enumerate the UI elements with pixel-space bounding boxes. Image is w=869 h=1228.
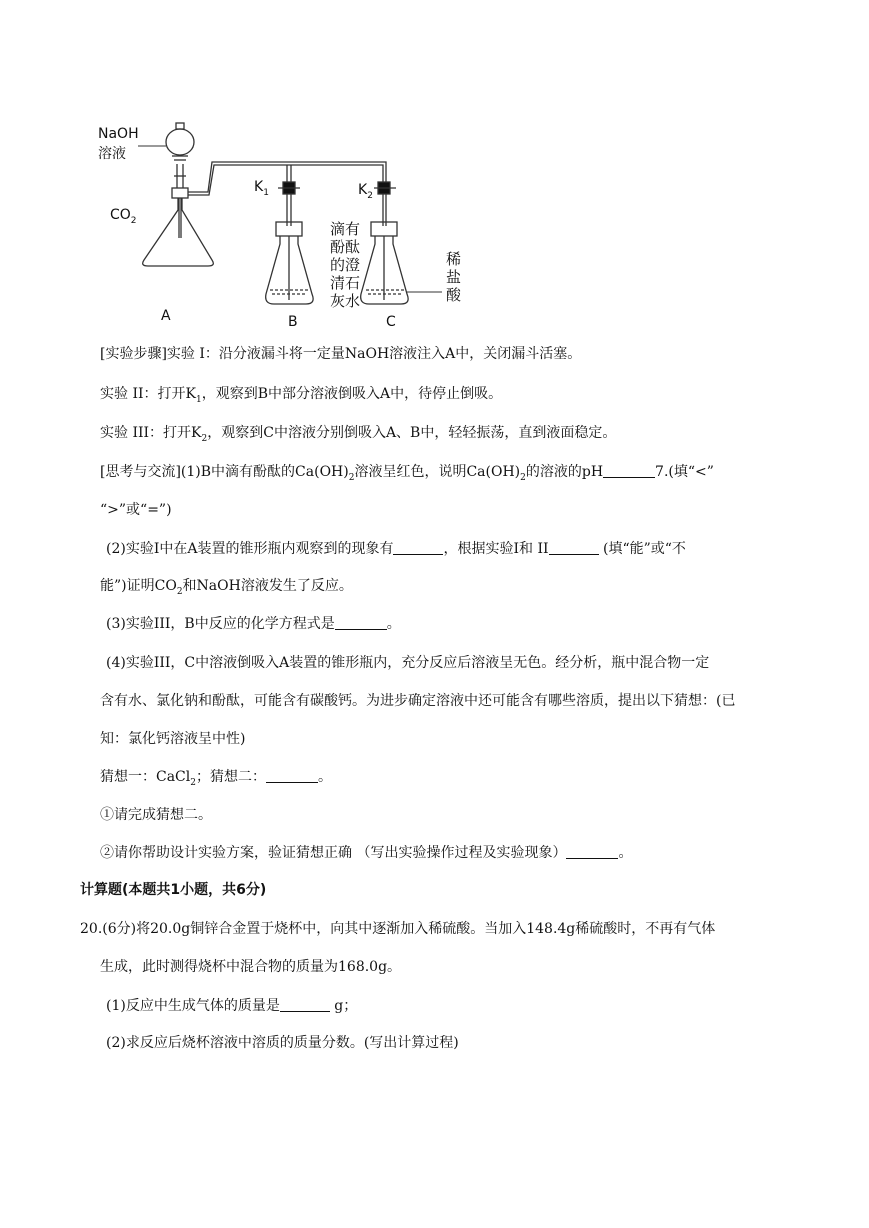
answer-blank[interactable] <box>603 463 655 478</box>
b-solution-line-1: 滴有 <box>330 220 361 238</box>
label-c: C <box>386 314 396 328</box>
b-solution-line-4: 清石 <box>330 274 361 292</box>
question-20-line-1: 20.(6分)将20.0g铜锌合金置于烧杯中，向其中逐渐加入稀硫酸。当加入148.4g稀硫酸时，不再有气体 <box>80 921 716 937</box>
flask-b <box>266 222 313 304</box>
b-solution-line-3: 的澄 <box>330 256 361 274</box>
guess-line: 猜想一：CaCl$_2$；猜想二： 。 <box>100 769 332 788</box>
answer-blank[interactable] <box>280 997 330 1012</box>
question-19-part-1: [思考与交流](1)B中滴有酚酞的$Ca(OH)_2$溶液呈红色，说明$Ca(OH)_2$的溶液的pH 7.(填“<” <box>100 464 714 483</box>
question-19-part-4-line-3: 知：氯化钙溶液呈中性) <box>100 731 246 747</box>
answer-blank[interactable] <box>266 768 318 783</box>
experiment-step-2: 实验 II：打开$K_1$，观察到B中部分溶液倒吸入A中，待停止倒吸。 <box>100 386 503 405</box>
experiment-step-1: [实验步骤]实验 I：沿分液漏斗将一定量NaOH溶液注入A中，关闭漏斗活塞。 <box>100 346 582 362</box>
flask-c <box>361 222 408 304</box>
apparatus-figure <box>90 118 480 328</box>
k2-label: $K_2$ <box>358 182 373 201</box>
question-19-part-4-line-1: (4)实验III，C中溶液倒吸入A装置的锥形瓶内，充分反应后溶液呈无色。经分析，瓶中混合物一定 <box>106 655 710 671</box>
tube-to-c <box>374 182 396 226</box>
b-solution-line-2: 酚酞 <box>330 238 361 256</box>
label-a: A <box>161 308 171 324</box>
sub-question-1: ①请完成猜想二。 <box>100 807 212 823</box>
question-19-part-1-cont: “>”或“=”) <box>100 502 172 518</box>
c-solution-line-1: 稀 <box>446 250 462 268</box>
question-20-line-2: 生成，此时测得烧杯中混合物的质量为168.0g。 <box>100 959 402 975</box>
answer-blank[interactable] <box>393 540 443 555</box>
experiment-step-3: 实验 III：打开$K_2$，观察到C中溶液分别倒吸入A、B中，轻轻振荡，直到液面稳定。 <box>100 425 617 444</box>
question-19-part-3: (3)实验III，B中反应的化学方程式是 。 <box>106 616 401 632</box>
c-solution-line-3: 酸 <box>446 286 462 304</box>
answer-blank[interactable] <box>335 615 387 630</box>
label-b: B <box>288 314 298 328</box>
section-heading: 计算题(本题共1小题，共6分) <box>80 882 267 898</box>
k1-label: $K_1$ <box>254 179 269 198</box>
c-solution-line-2: 盐 <box>446 268 462 286</box>
b-solution-line-5: 灰水 <box>330 292 361 310</box>
sub-question-2: ②请你帮助设计实验方案，验证猜想正确 （写出实验操作过程及实验现象） 。 <box>100 845 633 861</box>
tube-to-b <box>278 165 300 226</box>
answer-blank[interactable] <box>549 540 599 555</box>
answer-blank[interactable] <box>566 844 618 859</box>
co2-label: $CO_2$ <box>110 207 137 226</box>
question-20-part-2: (2)求反应后烧杯溶液中溶质的质量分数。(写出计算过程) <box>106 1035 459 1051</box>
question-19-part-4-line-2: 含有水、氯化钠和酚酞，可能含有碳酸钙。为进步确定溶液中还可能含有哪些溶质，提出以下猜想：(已 <box>100 693 736 709</box>
question-20-part-1: (1)反应中生成气体的质量是 g； <box>106 998 358 1014</box>
naoh-label: NaOH <box>98 126 139 142</box>
naoh-label-solution: 溶液 <box>98 146 126 162</box>
question-19-part-2-cont: 能”)证明$CO_2$和NaOH溶液发生了反应。 <box>100 578 353 597</box>
question-19-part-2: (2)实验I中在A装置的锥形瓶内观察到的现象有 ，根据实验I和 II (填“能”或“不 <box>106 541 686 557</box>
